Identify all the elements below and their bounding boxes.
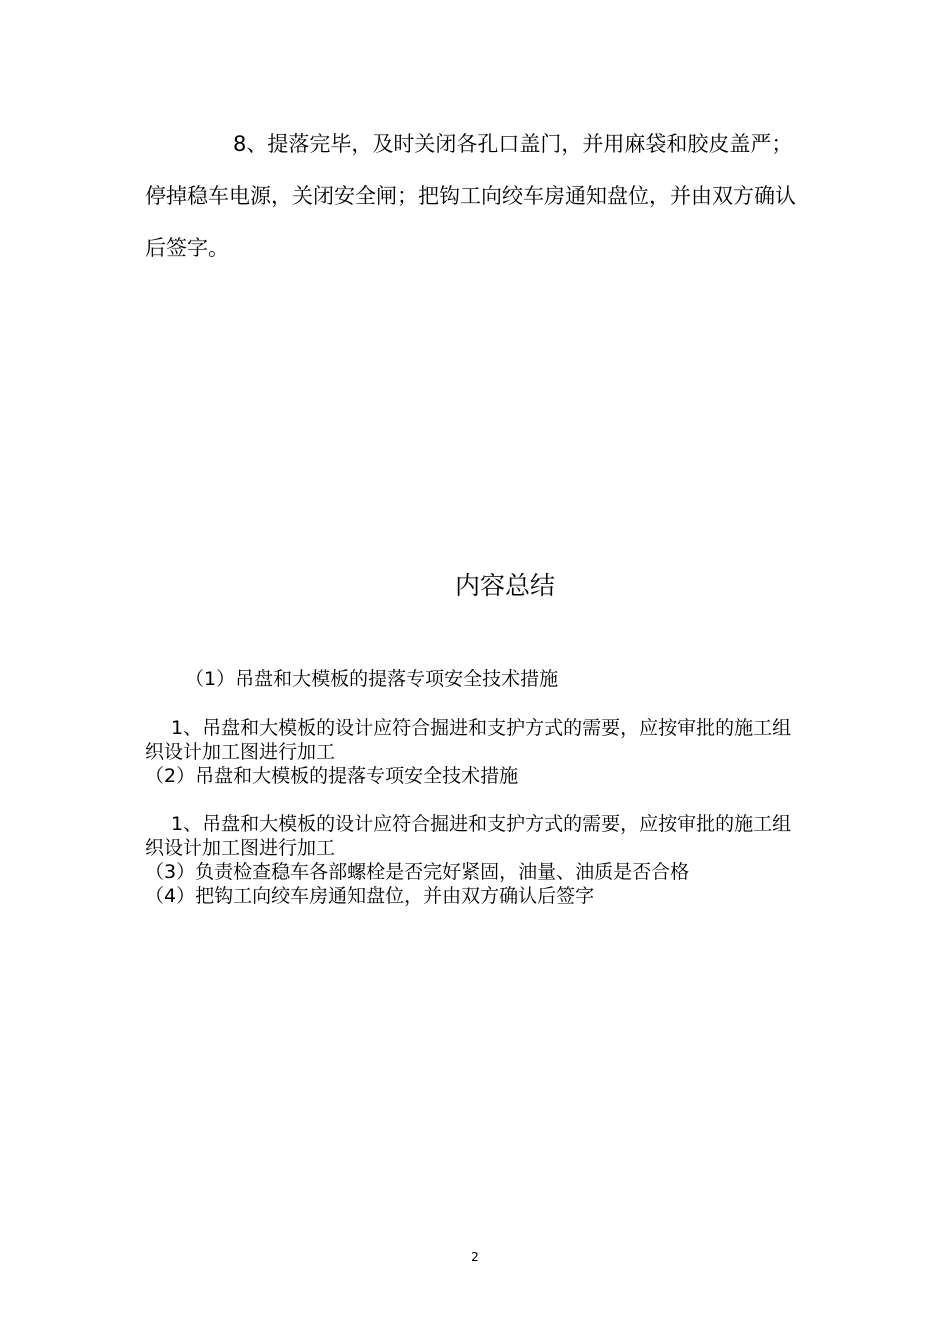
summary-item-2: 1、吊盘和大模板的设计应符合掘进和支护方式的需要，应按审批的施工组织设计加工图进行加工 [145, 717, 792, 763]
summary-item-3: （2）吊盘和大模板的提落专项安全技术措施 [145, 765, 519, 787]
summary-title: 内容总结 [454, 571, 555, 600]
paragraph-step-8: 8、提落完毕，及时关闭各孔口盖门，并用麻袋和胶皮盖严；停掉稳车电源，关闭安全闸；把钩工向绞车房通知盘位，并由双方确认后签字。 [145, 132, 796, 260]
summary-item-1: （1）吊盘和大模板的提落专项安全技术措施 [185, 668, 559, 690]
page-number: 2 [471, 1250, 479, 1264]
summary-item-5: （3）负责检查稳车各部螺栓是否完好紧固，油量、油质是否合格 [145, 861, 690, 883]
summary-item-6: （4）把钩工向绞车房通知盘位，并由双方确认后签字 [145, 885, 595, 907]
summary-item-4: 1、吊盘和大模板的设计应符合掘进和支护方式的需要，应按审批的施工组织设计加工图进行加工 [145, 813, 792, 859]
